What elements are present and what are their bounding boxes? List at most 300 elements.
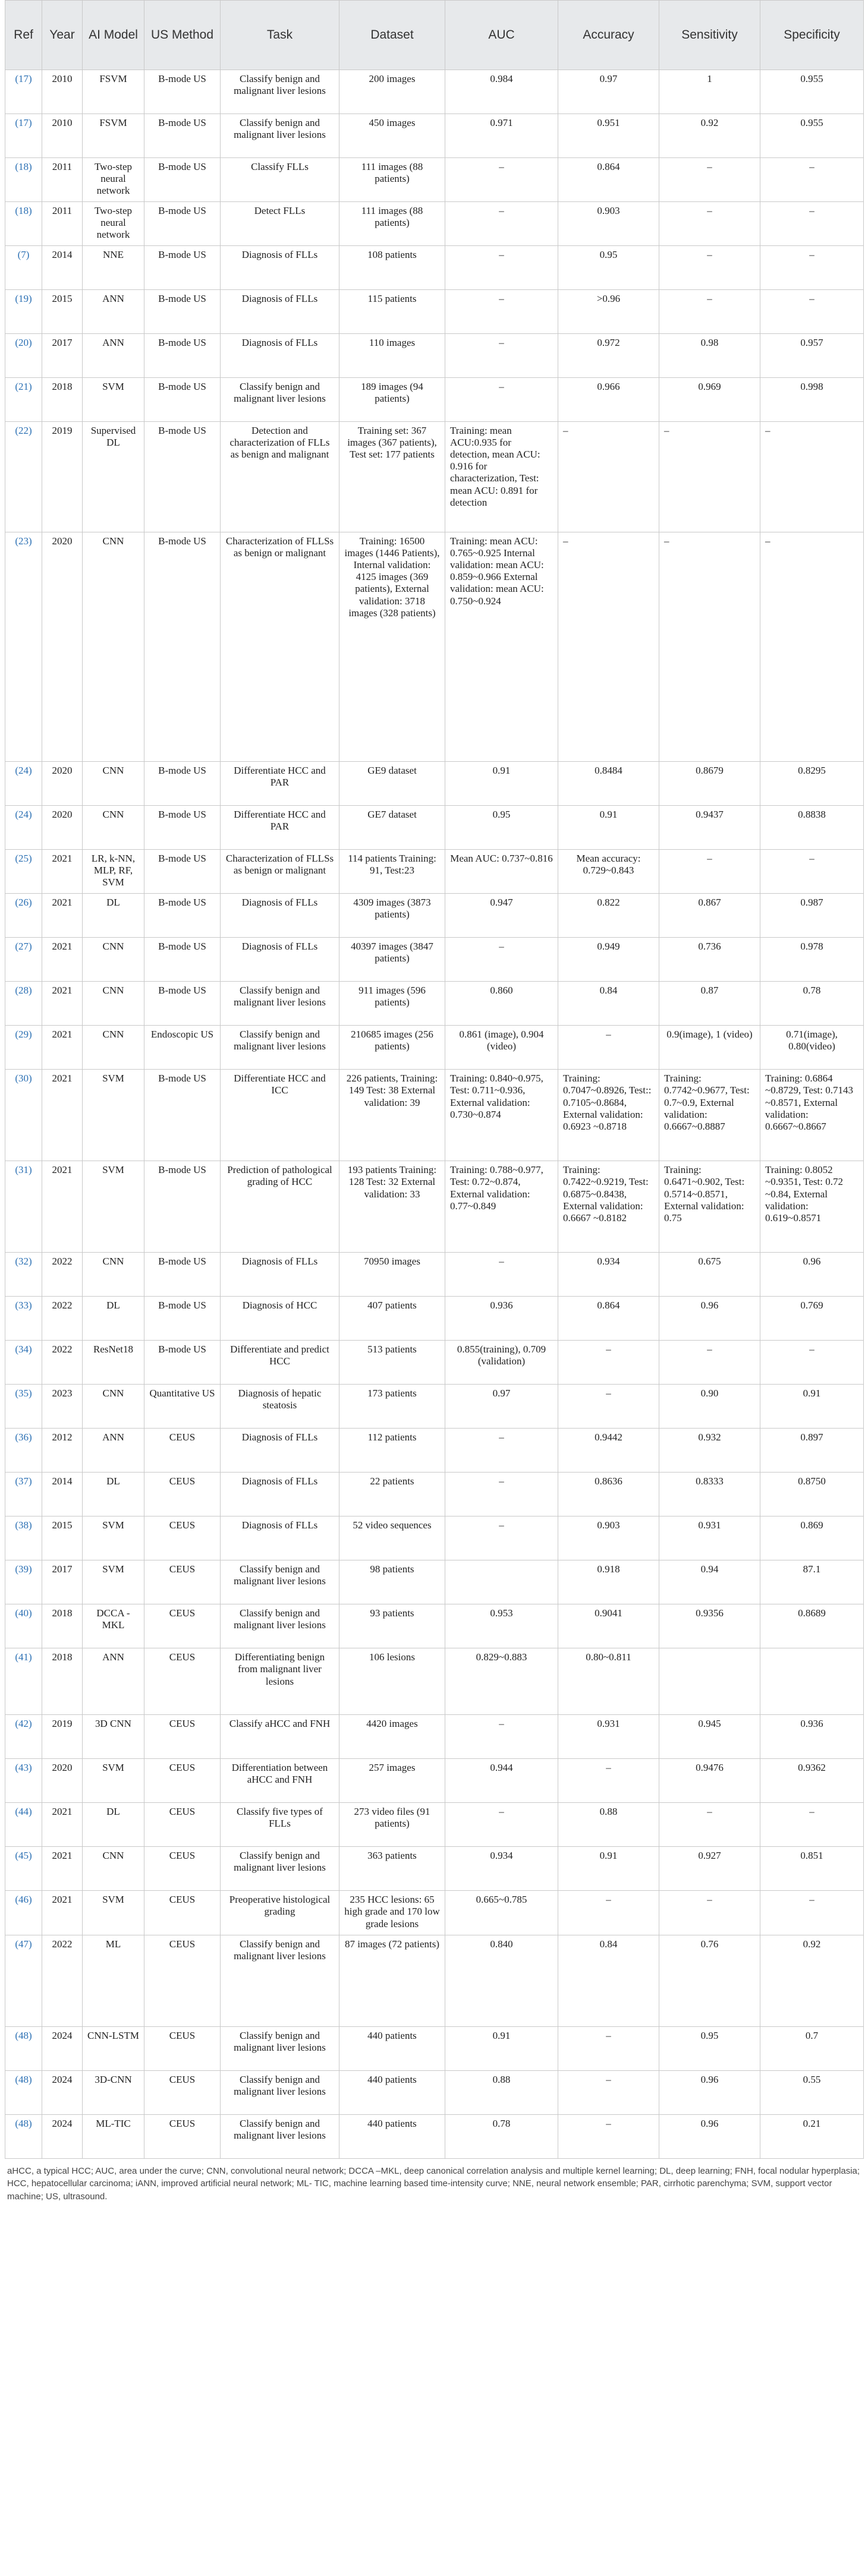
- cell-auc: 0.97: [445, 1385, 558, 1429]
- header-us-method: US Method: [144, 1, 221, 70]
- table-row: [5, 982, 864, 1026]
- cell-ref[interactable]: (43): [5, 1759, 42, 1803]
- cell-dataset: 40397 images (3847 patients): [339, 938, 445, 982]
- cell-sensitivity: 0.76: [659, 1935, 760, 2026]
- table-row: [5, 290, 864, 334]
- cell-sensitivity: –: [659, 1341, 760, 1385]
- cell-dataset: 440 patients: [339, 2026, 445, 2070]
- cell-task: Differentiating benign from malignant liver lesions: [221, 1648, 339, 1715]
- cell-specificity: 0.55: [760, 2070, 864, 2114]
- cell-model: SVM: [83, 1759, 144, 1803]
- cell-ref[interactable]: (24): [5, 762, 42, 806]
- table-row: [5, 2070, 864, 2114]
- cell-sensitivity: –: [659, 1891, 760, 1935]
- cell-accuracy: 0.903: [558, 202, 659, 246]
- cell-ref[interactable]: (28): [5, 982, 42, 1026]
- cell-sensitivity: 0.969: [659, 378, 760, 422]
- cell-dataset: 22 patients: [339, 1473, 445, 1516]
- cell-dataset: Training set: 367 images (367 patients), Test set: 177 patients: [339, 422, 445, 532]
- cell-sensitivity: 0.932: [659, 1429, 760, 1473]
- cell-year: 2021: [42, 1847, 83, 1891]
- table-row: [5, 1026, 864, 1070]
- cell-sensitivity: 0.94: [659, 1560, 760, 1604]
- cell-dataset: 108 patients: [339, 246, 445, 290]
- cell-year: 2020: [42, 806, 83, 850]
- cell-accuracy: –: [558, 1026, 659, 1070]
- cell-auc: 0.947: [445, 894, 558, 938]
- cell-year: 2023: [42, 1385, 83, 1429]
- cell-year: 2021: [42, 1070, 83, 1161]
- cell-ref[interactable]: (23): [5, 532, 42, 762]
- cell-ref[interactable]: (33): [5, 1297, 42, 1341]
- header-sensitivity: Sensitivity: [659, 1, 760, 70]
- table-row: [5, 1070, 864, 1161]
- cell-auc: 0.861 (image), 0.904 (video): [445, 1026, 558, 1070]
- cell-auc: 0.95: [445, 806, 558, 850]
- cell-method: B-mode US: [144, 334, 221, 378]
- table-header: [5, 1, 864, 70]
- cell-task: Classify benign and malignant liver lesions: [221, 1604, 339, 1648]
- cell-ref[interactable]: (36): [5, 1429, 42, 1473]
- cell-year: 2012: [42, 1429, 83, 1473]
- cell-model: NNE: [83, 246, 144, 290]
- cell-ref[interactable]: (27): [5, 938, 42, 982]
- cell-accuracy: 0.918: [558, 1560, 659, 1604]
- cell-sensitivity: –: [659, 850, 760, 894]
- cell-ref[interactable]: (48): [5, 2114, 42, 2158]
- cell-accuracy: 0.8484: [558, 762, 659, 806]
- cell-accuracy: 0.80~0.811: [558, 1648, 659, 1715]
- cell-sensitivity: 0.96: [659, 2070, 760, 2114]
- table-row: [5, 1161, 864, 1253]
- cell-specificity: 0.71(image), 0.80(video): [760, 1026, 864, 1070]
- cell-dataset: 52 video sequences: [339, 1516, 445, 1560]
- cell-ref[interactable]: (47): [5, 1935, 42, 2026]
- cell-specificity: 0.9362: [760, 1759, 864, 1803]
- cell-auc: 0.78: [445, 2114, 558, 2158]
- cell-task: Classify benign and malignant liver lesions: [221, 1935, 339, 2026]
- cell-year: 2022: [42, 1297, 83, 1341]
- cell-accuracy: 0.934: [558, 1253, 659, 1297]
- cell-auc: 0.971: [445, 114, 558, 158]
- cell-auc: –: [445, 246, 558, 290]
- cell-ref[interactable]: (19): [5, 290, 42, 334]
- cell-accuracy: 0.972: [558, 334, 659, 378]
- cell-year: 2018: [42, 1604, 83, 1648]
- cell-specificity: 0.957: [760, 334, 864, 378]
- cell-ref[interactable]: (40): [5, 1604, 42, 1648]
- cell-year: 2024: [42, 2026, 83, 2070]
- cell-ref[interactable]: (42): [5, 1715, 42, 1759]
- cell-model: DL: [83, 1473, 144, 1516]
- table-row: [5, 1803, 864, 1847]
- cell-task: Classify benign and malignant liver lesions: [221, 2114, 339, 2158]
- cell-accuracy: 0.88: [558, 1803, 659, 1847]
- cell-dataset: 440 patients: [339, 2114, 445, 2158]
- cell-task: Diagnosis of hepatic steatosis: [221, 1385, 339, 1429]
- cell-specificity: –: [760, 850, 864, 894]
- cell-model: CNN: [83, 806, 144, 850]
- cell-model: DL: [83, 1803, 144, 1847]
- cell-task: Diagnosis of FLLs: [221, 290, 339, 334]
- cell-method: CEUS: [144, 1759, 221, 1803]
- cell-method: B-mode US: [144, 850, 221, 894]
- cell-task: Diagnosis of FLLs: [221, 246, 339, 290]
- cell-auc: –: [445, 1473, 558, 1516]
- cell-sensitivity: 0.945: [659, 1715, 760, 1759]
- cell-specificity: 0.769: [760, 1297, 864, 1341]
- table-row: [5, 334, 864, 378]
- cell-year: 2021: [42, 1026, 83, 1070]
- cell-sensitivity: 0.95: [659, 2026, 760, 2070]
- cell-model: ANN: [83, 334, 144, 378]
- cell-specificity: 0.897: [760, 1429, 864, 1473]
- table-row: [5, 422, 864, 532]
- cell-specificity: 87.1: [760, 1560, 864, 1604]
- cell-accuracy: –: [558, 2114, 659, 2158]
- cell-specificity: 0.851: [760, 1847, 864, 1891]
- cell-specificity: Training: 0.8052 ~0.9351, Test: 0.72 ~0.84, External validation: 0.619~0.8571: [760, 1161, 864, 1253]
- table-row: [5, 1759, 864, 1803]
- cell-task: Classify benign and malignant liver lesions: [221, 70, 339, 114]
- cell-ref[interactable]: (22): [5, 422, 42, 532]
- cell-dataset: 210685 images (256 patients): [339, 1026, 445, 1070]
- cell-model: ANN: [83, 290, 144, 334]
- cell-sensitivity: 0.927: [659, 1847, 760, 1891]
- cell-ref[interactable]: (41): [5, 1648, 42, 1715]
- cell-task: Diagnosis of FLLs: [221, 938, 339, 982]
- cell-accuracy: 0.931: [558, 1715, 659, 1759]
- cell-auc: 0.91: [445, 2026, 558, 2070]
- header-auc: AUC: [445, 1, 558, 70]
- cell-model: Supervised DL: [83, 422, 144, 532]
- table-row: [5, 938, 864, 982]
- cell-ref[interactable]: (30): [5, 1070, 42, 1161]
- cell-dataset: 200 images: [339, 70, 445, 114]
- cell-specificity: 0.998: [760, 378, 864, 422]
- cell-auc: 0.953: [445, 1604, 558, 1648]
- cell-year: 2024: [42, 2070, 83, 2114]
- cell-ref[interactable]: (45): [5, 1847, 42, 1891]
- cell-ref[interactable]: (46): [5, 1891, 42, 1935]
- cell-accuracy: 0.84: [558, 1935, 659, 2026]
- cell-auc: –: [445, 1253, 558, 1297]
- cell-method: CEUS: [144, 1935, 221, 2026]
- cell-dataset: 257 images: [339, 1759, 445, 1803]
- cell-ref[interactable]: (31): [5, 1161, 42, 1253]
- cell-dataset: 513 patients: [339, 1341, 445, 1385]
- header-ai-model: AI Model: [83, 1, 144, 70]
- cell-task: Diagnosis of FLLs: [221, 894, 339, 938]
- cell-auc: Training: mean ACU: 0.765~0.925 Internal validation: mean ACU: 0.859~0.966 External validation: mean ACU: 0.750~0.924: [445, 532, 558, 762]
- cell-specificity: [760, 1648, 864, 1715]
- cell-model: FSVM: [83, 114, 144, 158]
- table-row: [5, 1253, 864, 1297]
- cell-method: B-mode US: [144, 806, 221, 850]
- cell-ref[interactable]: (17): [5, 70, 42, 114]
- cell-year: 2019: [42, 422, 83, 532]
- table-row: [5, 850, 864, 894]
- cell-year: 2021: [42, 982, 83, 1026]
- cell-year: 2022: [42, 1935, 83, 2026]
- cell-specificity: 0.8689: [760, 1604, 864, 1648]
- table-row: [5, 158, 864, 202]
- cell-dataset: 4309 images (3873 patients): [339, 894, 445, 938]
- cell-task: Classify benign and malignant liver lesions: [221, 2026, 339, 2070]
- table-row: [5, 378, 864, 422]
- cell-auc: –: [445, 1429, 558, 1473]
- cell-task: Diagnosis of FLLs: [221, 1516, 339, 1560]
- table-row: [5, 2026, 864, 2070]
- cell-specificity: 0.91: [760, 1385, 864, 1429]
- cell-dataset: 173 patients: [339, 1385, 445, 1429]
- cell-ref[interactable]: (17): [5, 114, 42, 158]
- header-accuracy: Accuracy: [558, 1, 659, 70]
- table-footnote: aHCC, a typical HCC; AUC, area under the curve; CNN, convolutional neural network; DCCA –MKL, deep canonical correlation analysis and multiple kernel learning; DL, deep learning; FNH, focal nodular hyperplasia; HCC, hepatocellular carcinoma; iANN, improved artificial neural network; ML- TIC, machine learning based time-intensity curve; NNE, neural network ensemble; PAR, cirrhotic parenchyma; SVM, support vector machine; US, ultrasound.: [7, 2165, 860, 2202]
- cell-specificity: 0.955: [760, 70, 864, 114]
- table-row: [5, 1560, 864, 1604]
- cell-dataset: 110 images: [339, 334, 445, 378]
- cell-sensitivity: 0.867: [659, 894, 760, 938]
- cell-auc: [445, 1560, 558, 1604]
- cell-sensitivity: 0.9(image), 1 (video): [659, 1026, 760, 1070]
- table-row: [5, 202, 864, 246]
- cell-accuracy: 0.903: [558, 1516, 659, 1560]
- cell-ref[interactable]: (18): [5, 202, 42, 246]
- cell-accuracy: Mean accuracy: 0.729~0.843: [558, 850, 659, 894]
- cell-dataset: 115 patients: [339, 290, 445, 334]
- cell-sensitivity: [659, 1648, 760, 1715]
- cell-sensitivity: –: [659, 290, 760, 334]
- cell-year: 2019: [42, 1715, 83, 1759]
- cell-method: B-mode US: [144, 532, 221, 762]
- cell-specificity: Training: 0.6864 ~0.8729, Test: 0.7143 ~0.8571, External validation: 0.6667~0.8667: [760, 1070, 864, 1161]
- cell-method: Quantitative US: [144, 1385, 221, 1429]
- cell-sensitivity: –: [659, 1803, 760, 1847]
- cell-method: CEUS: [144, 2114, 221, 2158]
- cell-model: Two-step neural network: [83, 158, 144, 202]
- cell-sensitivity: –: [659, 158, 760, 202]
- cell-ref[interactable]: (44): [5, 1803, 42, 1847]
- cell-accuracy: –: [558, 1385, 659, 1429]
- cell-year: 2020: [42, 1759, 83, 1803]
- cell-task: Differentiation between aHCC and FNH: [221, 1759, 339, 1803]
- cell-dataset: 273 video files (91 patients): [339, 1803, 445, 1847]
- cell-ref[interactable]: (29): [5, 1026, 42, 1070]
- cell-specificity: 0.96: [760, 1253, 864, 1297]
- table-row: [5, 1648, 864, 1715]
- cell-accuracy: 0.822: [558, 894, 659, 938]
- cell-task: Diagnosis of FLLs: [221, 1253, 339, 1297]
- table-row: [5, 1341, 864, 1385]
- cell-accuracy: 0.9041: [558, 1604, 659, 1648]
- cell-task: Differentiate and predict HCC: [221, 1341, 339, 1385]
- cell-auc: –: [445, 1516, 558, 1560]
- cell-auc: –: [445, 202, 558, 246]
- cell-ref[interactable]: (34): [5, 1341, 42, 1385]
- cell-sensitivity: –: [659, 532, 760, 762]
- cell-task: Classify benign and malignant liver lesions: [221, 114, 339, 158]
- cell-model: LR, k-NN, MLP, RF, SVM: [83, 850, 144, 894]
- cell-accuracy: –: [558, 2070, 659, 2114]
- cell-year: 2022: [42, 1253, 83, 1297]
- cell-specificity: 0.7: [760, 2026, 864, 2070]
- cell-ref[interactable]: (48): [5, 2026, 42, 2070]
- cell-method: B-mode US: [144, 202, 221, 246]
- cell-model: ANN: [83, 1648, 144, 1715]
- cell-method: B-mode US: [144, 422, 221, 532]
- cell-auc: –: [445, 290, 558, 334]
- cell-sensitivity: 0.736: [659, 938, 760, 982]
- cell-model: CNN: [83, 1385, 144, 1429]
- cell-specificity: –: [760, 202, 864, 246]
- cell-accuracy: 0.864: [558, 1297, 659, 1341]
- cell-ref[interactable]: (20): [5, 334, 42, 378]
- cell-accuracy: 0.97: [558, 70, 659, 114]
- cell-auc: 0.860: [445, 982, 558, 1026]
- table-row: [5, 2114, 864, 2158]
- cell-model: SVM: [83, 1161, 144, 1253]
- cell-method: CEUS: [144, 1516, 221, 1560]
- cell-auc: Training: 0.788~0.977, Test: 0.72~0.874, External validation: 0.77~0.849: [445, 1161, 558, 1253]
- cell-accuracy: –: [558, 532, 659, 762]
- cell-accuracy: 0.91: [558, 806, 659, 850]
- cell-specificity: –: [760, 422, 864, 532]
- cell-ref[interactable]: (37): [5, 1473, 42, 1516]
- cell-year: 2022: [42, 1341, 83, 1385]
- cell-auc: 0.934: [445, 1847, 558, 1891]
- cell-accuracy: 0.95: [558, 246, 659, 290]
- cell-auc: 0.829~0.883: [445, 1648, 558, 1715]
- cell-model: CNN: [83, 762, 144, 806]
- cell-method: B-mode US: [144, 70, 221, 114]
- cell-method: B-mode US: [144, 762, 221, 806]
- cell-specificity: –: [760, 1341, 864, 1385]
- table-row: [5, 894, 864, 938]
- cell-year: 2020: [42, 532, 83, 762]
- cell-dataset: 106 lesions: [339, 1648, 445, 1715]
- cell-accuracy: Training: 0.7422~0.9219, Test: 0.6875~0.8438, External validation: 0.6667 ~0.8182: [558, 1161, 659, 1253]
- cell-year: 2014: [42, 1473, 83, 1516]
- cell-dataset: 450 images: [339, 114, 445, 158]
- header-specificity: Specificity: [760, 1, 864, 70]
- table-row: [5, 762, 864, 806]
- table-row: [5, 1385, 864, 1429]
- cell-year: 2011: [42, 202, 83, 246]
- cell-method: B-mode US: [144, 1253, 221, 1297]
- cell-specificity: –: [760, 158, 864, 202]
- cell-model: DCCA -MKL: [83, 1604, 144, 1648]
- cell-auc: 0.936: [445, 1297, 558, 1341]
- table-row: [5, 114, 864, 158]
- cell-ref[interactable]: (18): [5, 158, 42, 202]
- cell-method: B-mode US: [144, 1161, 221, 1253]
- cell-accuracy: –: [558, 2026, 659, 2070]
- cell-year: 2015: [42, 1516, 83, 1560]
- header-year: Year: [42, 1, 83, 70]
- cell-sensitivity: 0.675: [659, 1253, 760, 1297]
- cell-accuracy: >0.96: [558, 290, 659, 334]
- cell-auc: 0.665~0.785: [445, 1891, 558, 1935]
- cell-ref[interactable]: (48): [5, 2070, 42, 2114]
- cell-task: Diagnosis of HCC: [221, 1297, 339, 1341]
- cell-specificity: 0.936: [760, 1715, 864, 1759]
- cell-accuracy: –: [558, 1341, 659, 1385]
- cell-ref[interactable]: (32): [5, 1253, 42, 1297]
- cell-method: CEUS: [144, 1648, 221, 1715]
- cell-task: Diagnosis of FLLs: [221, 1429, 339, 1473]
- cell-year: 2011: [42, 158, 83, 202]
- cell-specificity: 0.869: [760, 1516, 864, 1560]
- cell-sensitivity: –: [659, 202, 760, 246]
- cell-task: Classify benign and malignant liver lesions: [221, 2070, 339, 2114]
- cell-dataset: 363 patients: [339, 1847, 445, 1891]
- cell-ref[interactable]: (35): [5, 1385, 42, 1429]
- cell-dataset: 87 images (72 patients): [339, 1935, 445, 2026]
- cell-task: Detect FLLs: [221, 202, 339, 246]
- cell-ref[interactable]: (24): [5, 806, 42, 850]
- cell-ref[interactable]: (38): [5, 1516, 42, 1560]
- cell-method: CEUS: [144, 2026, 221, 2070]
- cell-accuracy: 0.9442: [558, 1429, 659, 1473]
- cell-specificity: 0.8295: [760, 762, 864, 806]
- cell-model: SVM: [83, 378, 144, 422]
- cell-accuracy: 0.8636: [558, 1473, 659, 1516]
- cell-dataset: 112 patients: [339, 1429, 445, 1473]
- cell-ref[interactable]: (7): [5, 246, 42, 290]
- cell-ref[interactable]: (21): [5, 378, 42, 422]
- cell-task: Classify benign and malignant liver lesions: [221, 982, 339, 1026]
- cell-accuracy: 0.966: [558, 378, 659, 422]
- cell-specificity: –: [760, 1891, 864, 1935]
- cell-ref[interactable]: (26): [5, 894, 42, 938]
- cell-model: SVM: [83, 1070, 144, 1161]
- table-row: [5, 1429, 864, 1473]
- cell-dataset: 98 patients: [339, 1560, 445, 1604]
- cell-auc: –: [445, 378, 558, 422]
- cell-task: Classify aHCC and FNH: [221, 1715, 339, 1759]
- table-row: [5, 1516, 864, 1560]
- cell-model: CNN: [83, 1026, 144, 1070]
- header-task: Task: [221, 1, 339, 70]
- table-row: [5, 806, 864, 850]
- cell-model: ML-TIC: [83, 2114, 144, 2158]
- cell-method: CEUS: [144, 1429, 221, 1473]
- cell-dataset: 4420 images: [339, 1715, 445, 1759]
- cell-model: CNN: [83, 938, 144, 982]
- cell-ref[interactable]: (39): [5, 1560, 42, 1604]
- cell-sensitivity: Training: 0.7742~0.9677, Test: 0.7~0.9, External validation: 0.6667~0.8887: [659, 1070, 760, 1161]
- cell-accuracy: –: [558, 1759, 659, 1803]
- cell-sensitivity: 0.98: [659, 334, 760, 378]
- cell-specificity: 0.8838: [760, 806, 864, 850]
- cell-sensitivity: 1: [659, 70, 760, 114]
- cell-specificity: 0.978: [760, 938, 864, 982]
- table-row: [5, 1935, 864, 2026]
- cell-year: 2010: [42, 70, 83, 114]
- cell-task: Differentiate HCC and PAR: [221, 762, 339, 806]
- cell-dataset: 911 images (596 patients): [339, 982, 445, 1026]
- cell-accuracy: –: [558, 1891, 659, 1935]
- cell-ref[interactable]: (25): [5, 850, 42, 894]
- cell-auc: –: [445, 938, 558, 982]
- cell-auc: 0.91: [445, 762, 558, 806]
- cell-specificity: –: [760, 246, 864, 290]
- cell-method: CEUS: [144, 2070, 221, 2114]
- cell-auc: 0.840: [445, 1935, 558, 2026]
- cell-model: SVM: [83, 1560, 144, 1604]
- cell-method: B-mode US: [144, 378, 221, 422]
